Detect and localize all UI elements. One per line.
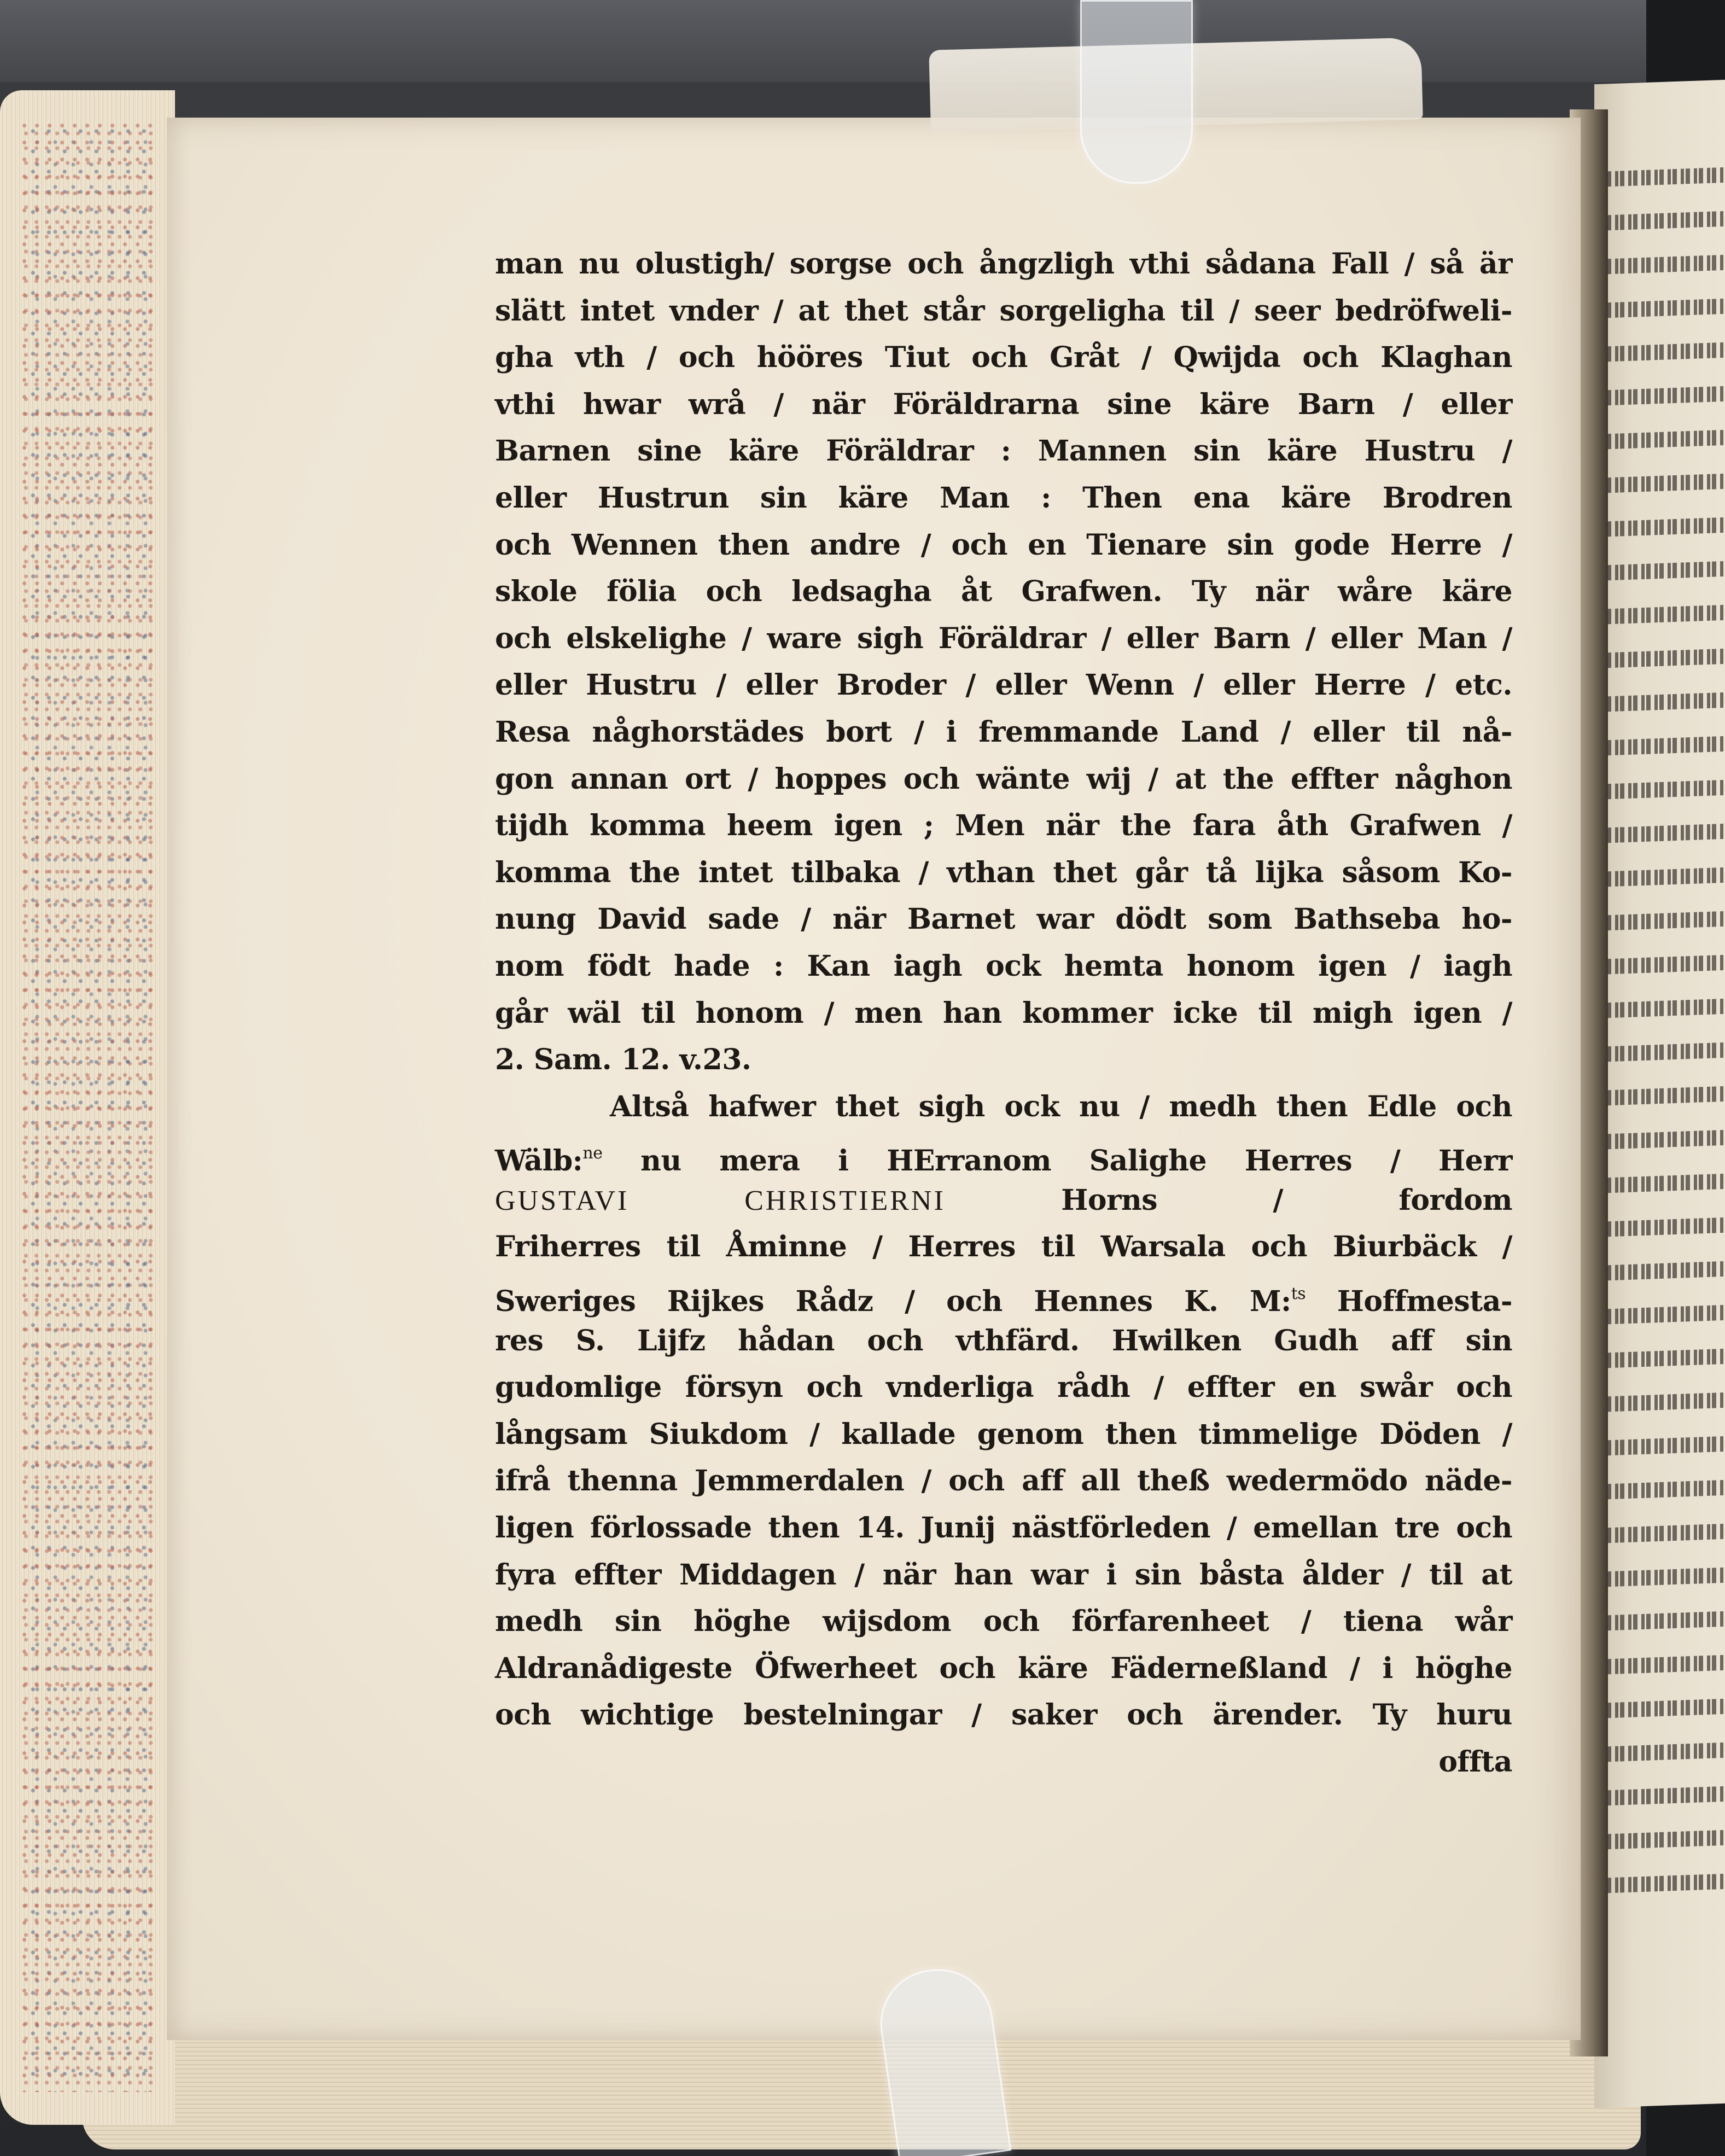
title-abbrev: Wälb: [495, 1144, 583, 1178]
facing-text-line [1602, 1786, 1725, 1805]
facing-text-line [1602, 1567, 1725, 1587]
facing-text-line [1602, 779, 1725, 799]
facing-text-line [1602, 473, 1725, 493]
facing-text-line [1602, 1829, 1725, 1849]
facing-text-line [1602, 561, 1725, 580]
facing-text-line [1602, 1261, 1725, 1280]
facing-text-line [1602, 1611, 1725, 1630]
facing-text-line [1602, 342, 1725, 362]
text-line: Friherres til Åminne / Herres til Warsala och Biurbäck / [495, 1230, 1512, 1264]
page-edges-bottom [82, 2040, 1641, 2149]
facing-text-line [1602, 1129, 1725, 1149]
facing-text-line [1602, 1523, 1725, 1543]
text-line: går wäl til honom / men han kommer icke til migh igen / [495, 996, 1512, 1030]
facing-page [1594, 80, 1725, 2108]
text-line: res S. Lijfz hådan och vthfärd. Hwilken Gudh aff sin [495, 1324, 1512, 1357]
text-line: komma the intet tilbaka / vthan thet går tå lijka såsom Ko- [495, 855, 1512, 889]
facing-text-line [1602, 867, 1725, 887]
person-name: GUSTAVI CHRISTIERNI [495, 1185, 946, 1216]
text-line: och elskelighe / ware sigh Föräldrar / eller Barn / eller Man / [495, 621, 1512, 655]
text-line: och Wennen then andre / och en Tienare sin gode Herre / [495, 528, 1512, 562]
facing-text-line [1602, 517, 1725, 537]
text-line: skole fölia och ledsagha åt Grafwen. Ty när wåre käre [495, 575, 1512, 609]
facing-text-line [1602, 1436, 1725, 1455]
catchword: offta [1438, 1745, 1512, 1779]
facing-text-line [1602, 1654, 1725, 1674]
facing-text-line [1602, 736, 1725, 755]
text-line: vthi hwar wrå / när Föräldrarna sine käre Barn / eller [495, 387, 1512, 421]
text-line: och wichtige bestelningar / saker och ärender. Ty huru [495, 1698, 1512, 1732]
facing-text-line [1602, 954, 1725, 974]
facing-text-line [1602, 386, 1725, 405]
facing-text-line [1602, 1479, 1725, 1499]
page-text [495, 241, 1512, 1786]
facing-text-line [1602, 911, 1725, 930]
text-line: ifrå thenna Jemmerdalen / och aff all theß wedermödo näde- [495, 1464, 1512, 1498]
text-fragment: Hoffmesta- [1306, 1285, 1512, 1319]
page-edges-left [0, 90, 175, 2125]
facing-text-line [1602, 211, 1725, 230]
text-line: medh sin höghe wijsdom och förfarenheet / tiena wår [495, 1605, 1512, 1639]
facing-text-line [1602, 1392, 1725, 1412]
page-clip-top [1080, 0, 1193, 184]
facing-text-line [1602, 429, 1725, 449]
superscript: ts [1291, 1284, 1306, 1304]
superscript: ne [582, 1144, 603, 1163]
facing-text-line [1602, 604, 1725, 624]
text-line: eller Hustrun sin käre Man : Then ena käre Brodren [495, 481, 1512, 515]
text-line [495, 1177, 1512, 1224]
facing-text-line [1602, 692, 1725, 712]
text-fragment: Horns / fordom [945, 1183, 1513, 1217]
paragraph-first-line: Altså hafwer thet sigh ock nu / medh then Edle och [610, 1089, 1512, 1123]
text-line: ligen förlossade then 14. Junij nästförleden / emellan tre och [495, 1511, 1512, 1545]
text-line: eller Hustru / eller Broder / eller Wenn / eller Herre / etc. [495, 668, 1512, 702]
facing-text-line [1602, 1742, 1725, 1762]
text-fragment: Sweriges Rijkes Rådz / och Hennes K. M: [495, 1285, 1291, 1319]
facing-text-line [1602, 648, 1725, 668]
facing-text-line [1602, 1173, 1725, 1193]
facing-text-line [1602, 298, 1725, 318]
text-line: gha vth / och hööres Tiut och Gråt / Qwijda och Klaghan [495, 341, 1512, 375]
text-line: nom födt hade : Kan iagh ock hemta honom igen / iagh [495, 949, 1512, 983]
text-line: gon annan ort / hoppes och wänte wij / at the effter någhon [495, 762, 1512, 796]
text-line [495, 1271, 1512, 1318]
text-line: Aldranådigeste Öfwerheet och käre Fäderneßland / i höghe [495, 1651, 1512, 1685]
text-line: Resa någhorstädes bort / i fremmande Land / eller til nå- [495, 715, 1512, 749]
facing-text-line [1602, 1348, 1725, 1368]
backdrop [0, 0, 1725, 82]
facing-text-line [1602, 167, 1725, 187]
facing-text-line [1602, 1086, 1725, 1105]
bible-reference: 2. Sam. 12. v.23. [495, 1043, 751, 1077]
facing-text-line [1602, 1873, 1725, 1893]
facing-text-line [1602, 254, 1725, 274]
text-line: långsam Siukdom / kallade genom then timmelige Döden / [495, 1417, 1512, 1451]
text-line: slätt intet vnder / at thet står sorgeligha til / seer bedröfweli- [495, 294, 1512, 328]
facing-text-line [1602, 1042, 1725, 1062]
facing-text-line [1602, 1698, 1725, 1718]
facing-text-line [1602, 1217, 1725, 1237]
text-line: nung David sade / när Barnet war dödt som Bathseba ho- [495, 902, 1512, 936]
text-line: fyra effter Middagen / när han war i sin båsta ålder / til at [495, 1558, 1512, 1592]
text-line [495, 1130, 1512, 1177]
text-line: gudomlige försyn och vnderliga rådh / effter en swår och [495, 1371, 1512, 1405]
facing-text-line [1602, 998, 1725, 1018]
text-fragment: nu mera i HErranom Salighe Herres / Herr [602, 1144, 1512, 1178]
facing-text-line [1602, 823, 1725, 843]
facing-text-line [1602, 1304, 1725, 1324]
text-line: man nu olustigh/ sorgse och ångzligh vthi sådana Fall / så är [495, 247, 1512, 281]
text-line: tijdh komma heem igen ; Men när the fara åth Grafwen / [495, 809, 1512, 843]
text-line: Barnen sine käre Föräldrar : Mannen sin käre Hustru / [495, 434, 1512, 468]
